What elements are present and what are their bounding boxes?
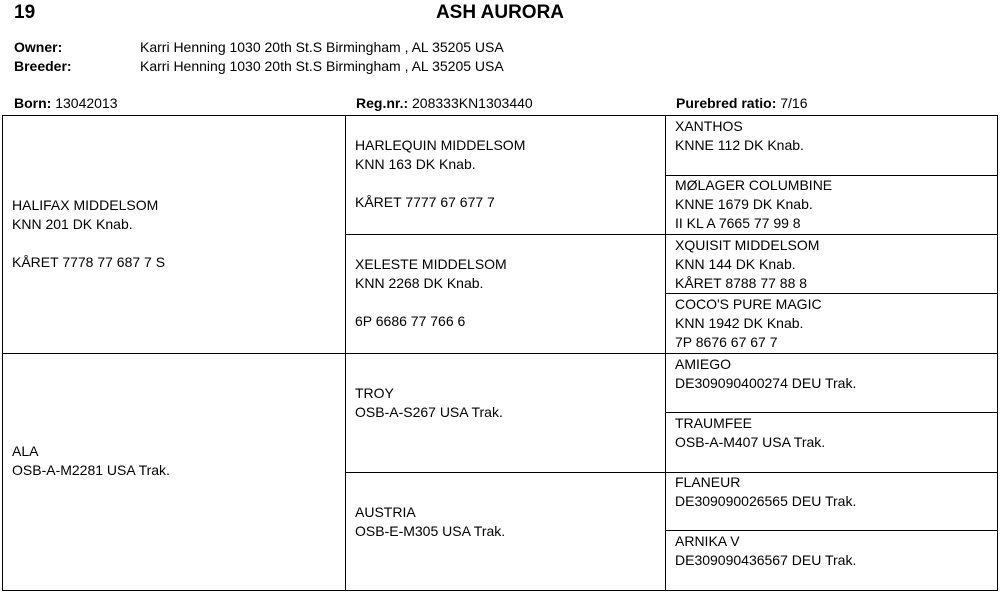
sds-name: XQUISIT MIDDELSOM bbox=[675, 237, 820, 253]
purebred-field bbox=[676, 95, 808, 111]
pedigree-table bbox=[2, 115, 998, 591]
dds-cell bbox=[675, 473, 856, 511]
owner-label: Owner: bbox=[14, 39, 63, 55]
sss-cell bbox=[675, 117, 804, 155]
breeder-label: Breeder: bbox=[14, 58, 72, 74]
ssd-name: MØLAGER COLUMBINE bbox=[675, 177, 833, 193]
ssd-reg: KNNE 1679 DK Knab. bbox=[675, 196, 813, 212]
sire-cell bbox=[12, 196, 165, 272]
sire-reg: KNN 201 DK Knab. bbox=[12, 216, 133, 232]
dss-reg: DE309090400274 DEU Trak. bbox=[675, 375, 857, 391]
sss-name: XANTHOS bbox=[675, 118, 743, 134]
dam-sire-reg: OSB-A-S267 USA Trak. bbox=[355, 404, 503, 420]
sdd-cell bbox=[675, 295, 822, 352]
born-value: 13042013 bbox=[55, 95, 118, 111]
sdd-reg: KNN 1942 DK Knab. bbox=[675, 315, 804, 331]
sds-reg: KNN 144 DK Knab. bbox=[675, 256, 796, 272]
ddd-name: ARNIKA V bbox=[675, 533, 740, 549]
divider bbox=[345, 234, 997, 235]
born-label: Born: bbox=[14, 95, 52, 111]
dds-name: FLANEUR bbox=[675, 474, 741, 490]
dss-name: AMIEGO bbox=[675, 356, 732, 372]
regnr-field bbox=[356, 95, 533, 111]
sire-sire-extra: KÅRET 7777 67 677 7 bbox=[355, 194, 495, 210]
sire-sire-cell bbox=[355, 136, 525, 212]
owner-value: Karri Henning 1030 20th St.S Birmingham , AL 35205 USA bbox=[140, 39, 504, 55]
regnr-value: 208333KN1303440 bbox=[412, 95, 533, 111]
dsd-reg: OSB-A-M407 USA Trak. bbox=[675, 434, 826, 450]
sdd-name: COCO'S PURE MAGIC bbox=[675, 296, 822, 312]
sds-cell bbox=[675, 236, 819, 293]
born-field bbox=[14, 95, 118, 111]
divider bbox=[345, 472, 997, 473]
ssd-cell bbox=[675, 176, 832, 233]
dam-sire-name: TROY bbox=[355, 385, 394, 401]
dam-sire-cell bbox=[355, 384, 503, 422]
sire-sire-reg: KNN 163 DK Knab. bbox=[355, 156, 476, 172]
dss-cell bbox=[675, 355, 856, 393]
sire-dam-cell bbox=[355, 255, 507, 331]
catalog-number: 19 bbox=[14, 2, 36, 23]
ddd-cell bbox=[675, 532, 856, 570]
sire-dam-name: XELESTE MIDDELSOM bbox=[355, 256, 507, 272]
regnr-label: Reg.nr.: bbox=[356, 95, 409, 111]
dam-dam-cell bbox=[355, 503, 505, 541]
dam-reg: OSB-A-M2281 USA Trak. bbox=[12, 462, 170, 478]
sss-reg: KNNE 112 DK Knab. bbox=[675, 137, 804, 153]
divider bbox=[665, 530, 997, 531]
sire-extra: KÅRET 7778 77 687 7 S bbox=[12, 254, 166, 270]
divider bbox=[665, 293, 997, 294]
dam-cell bbox=[12, 442, 170, 480]
divider bbox=[3, 353, 997, 354]
purebred-value: 7/16 bbox=[780, 95, 808, 111]
sire-sire-name: HARLEQUIN MIDDELSOM bbox=[355, 137, 526, 153]
dam-dam-reg: OSB-E-M305 USA Trak. bbox=[355, 523, 506, 539]
dam-dam-name: AUSTRIA bbox=[355, 504, 416, 520]
ssd-extra: II KL A 7665 77 99 8 bbox=[675, 215, 801, 231]
dds-reg: DE309090026565 DEU Trak. bbox=[675, 493, 857, 509]
sire-dam-reg: KNN 2268 DK Knab. bbox=[355, 275, 484, 291]
sire-name: HALIFAX MIDDELSOM bbox=[12, 197, 159, 213]
ddd-reg: DE309090436567 DEU Trak. bbox=[675, 552, 857, 568]
horse-name-title: ASH AURORA bbox=[435, 2, 565, 23]
dsd-cell bbox=[675, 414, 825, 452]
purebred-label: Purebred ratio: bbox=[676, 95, 777, 111]
divider bbox=[665, 412, 997, 413]
sdd-extra: 7P 8676 67 67 7 bbox=[675, 334, 778, 350]
sds-extra: KÅRET 8788 77 88 8 bbox=[675, 275, 808, 291]
dsd-name: TRAUMFEE bbox=[675, 415, 752, 431]
sire-dam-extra: 6P 6686 77 766 6 bbox=[355, 313, 466, 329]
breeder-value: Karri Henning 1030 20th St.S Birmingham , AL 35205 USA bbox=[140, 58, 504, 74]
dam-name: ALA bbox=[12, 443, 39, 459]
